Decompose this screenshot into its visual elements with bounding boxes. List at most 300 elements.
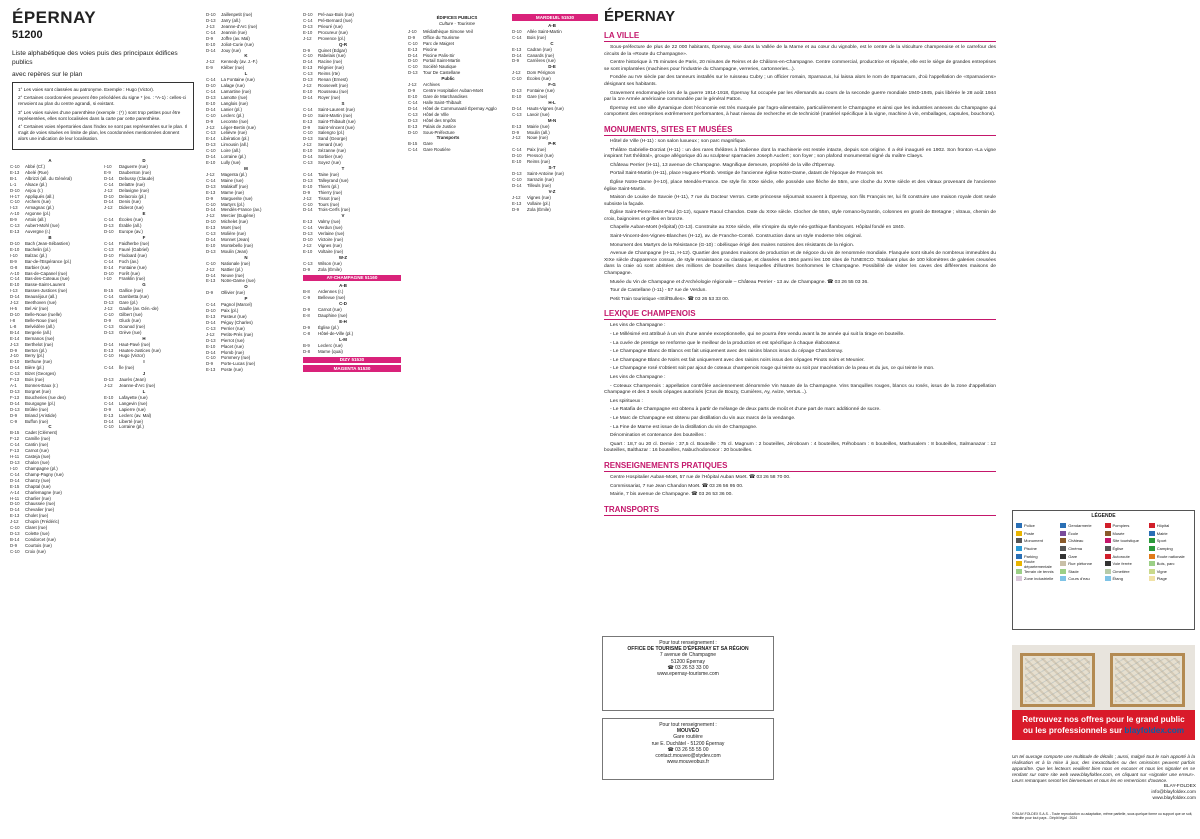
street-name: Bas-des-Coteaux (rue) (25, 276, 70, 282)
street-name: Denis (rue) (119, 199, 141, 205)
legend-item (1149, 537, 1191, 545)
note-1: 1° Les voies sont classées au patronyme. Exemple : Hugo (Victor). (18, 87, 155, 92)
article-paragraph: - Le Millésimé est attribué à un vin d'une année exceptionnelle, qui ne pourra être vendu avant la 3e année qui suit la tirage en bouteille. (610, 332, 905, 337)
street-name: Belle-Noue (ruelle) (25, 311, 62, 317)
street-name: Sézanne (rue) (318, 148, 346, 154)
street-name: Alsace (pl.) (25, 181, 47, 187)
article-paragraph: Centre Hospitalier Auban-Moët, 57 rue de l'Hôpital Auban Moët. ☎ 03 26 58 70 00. (610, 474, 791, 480)
street-name: Saint-Thibault (rue) (318, 118, 356, 124)
index-column-6-list (512, 23, 598, 213)
street-name: Pommery (rue) (221, 355, 251, 361)
grid-reference: D-10 (104, 252, 114, 258)
street-name: Noue (rue) (527, 135, 548, 141)
street-name: L (142, 388, 146, 394)
street-name: M-N (547, 117, 557, 123)
grid-reference: E-10 (512, 93, 522, 99)
legend-symbol-icon (1016, 546, 1022, 551)
grid-reference: D-9 (512, 58, 520, 64)
street-name: Tissot (rue) (318, 195, 341, 201)
grid-reference: I-10 (10, 252, 18, 258)
section-heading-lexique: LEXIQUE CHAMPENOIS (604, 309, 996, 320)
street-name: Verdun (rue) (318, 225, 343, 231)
street-name: Abbé (Cf.) (25, 163, 46, 169)
street-name: Bach (Jean-Sébastien) (25, 240, 70, 246)
legend-item (1060, 537, 1102, 545)
grid-reference: D-9 (303, 324, 311, 330)
grid-reference: E-10 (303, 88, 313, 94)
street-name: J (142, 371, 146, 377)
grid-reference: D-10 (303, 12, 313, 17)
grid-reference: G-8 (10, 264, 18, 270)
street-name: Gare (423, 141, 433, 147)
grid-reference: C-10 (10, 525, 20, 531)
street-name: T (341, 165, 345, 171)
street-name: Victoire (rue) (318, 237, 344, 243)
street-name: Joliot-Curie (rue) (221, 41, 254, 47)
legend-symbol-icon (1149, 538, 1155, 543)
grid-reference: C-14 (104, 400, 114, 406)
grid-reference: F-13 (10, 448, 20, 454)
grid-reference: D-13 (206, 142, 216, 148)
legend-item (1060, 522, 1102, 530)
promo-banner[interactable] (1012, 710, 1195, 740)
transport-line-3: rue E. Duchâtel - 51200 Épernay (651, 740, 725, 747)
street-name: Fauré (Gabriel) (119, 246, 149, 252)
article-paragraph: - Le Champagne rosé s'obtient soit par ajout de coteaux champenois rouge qui teinte ou soit par macération de la peau et du jus, ce qui teinte le mon. (610, 366, 935, 372)
street-name: H-L (548, 99, 556, 105)
legend-label: Cimetière (1112, 568, 1130, 574)
grid-reference: C-14 (104, 294, 114, 300)
disclaimer-text: Un tel ouvrage comporte une multitude de détails ; aussi, malgré tout le soin apporté à la réalisation et à la mise à jour, des inexactitudes ou des omissions peuvent parfois apparaître. Que les lecteurs veuillent bien nous en excuser et nous les signaler en se rendant sur notre site web www.blayfoldex.com, en cliquant sur «signaler une erreur». Leurs remarques seront les bienvenues et nous les en remercions d'avance. (1012, 754, 1195, 783)
street-name: Libération (pl.) (221, 136, 250, 142)
street-name: Gare (pl.) (119, 300, 138, 306)
article-title: ÉPERNAY (604, 8, 676, 25)
street-name: Condorcet (rue) (25, 537, 56, 542)
street-name: Bois (rue) (527, 34, 547, 40)
street-name: C-D (339, 301, 347, 307)
grid-reference: E-13 (408, 123, 418, 129)
grid-reference: C-10 (10, 199, 20, 205)
grid-reference: D-10 (10, 240, 20, 246)
grid-reference: C-10 (512, 176, 522, 182)
legend-symbol-icon (1149, 561, 1155, 566)
grid-reference: D-14 (10, 294, 20, 300)
grid-reference: J-12 (206, 59, 215, 65)
street-name: Cadet (Clément) (25, 430, 58, 436)
street-name: Jouy (rue) (221, 47, 241, 53)
street-name: P (244, 296, 248, 302)
street-name: Péguy (Charles) (221, 319, 253, 325)
section-band-dizy: DIZY 51530 (303, 357, 401, 364)
grid-reference: D-13 (303, 177, 313, 183)
grid-reference: D-10 (206, 219, 216, 225)
article-paragraph: Les vins de Champagne : (610, 323, 666, 329)
street-name: F (142, 234, 146, 240)
index-column-4b-list (303, 283, 401, 354)
street-name: Leclerc (rue) (318, 342, 343, 348)
grid-reference: C-14 (206, 177, 216, 183)
street-name: Poste (rue) (221, 367, 243, 373)
index-entry (10, 549, 102, 555)
grid-reference: C-8 (303, 330, 311, 336)
grid-reference: D-13 (206, 248, 216, 254)
street-name: Piscine (423, 46, 438, 52)
street-name: Gare Routière (423, 147, 451, 153)
legend-symbol-icon (1105, 576, 1111, 581)
street-name: Neuve (rue) (221, 272, 245, 278)
article-paragraph: Théâtre Gabrielle-Dorziat (H-11) : un des rares théâtres à l'italienne dont la machinerie est restée intacte, depuis son origine. Il a été inauguré en 1902. Son fronton «La vigne inspirant l'art théâtral», groupe allégorique dû au sculpteur sparnacien Joseph Auclert ; son foyer ; son plafond monumental signé du maître Claeys. (604, 147, 996, 160)
grid-reference: D-14 (10, 365, 20, 371)
street-name: I (143, 359, 145, 365)
legend-label: Étang (1112, 576, 1123, 582)
grid-reference: C-14 (10, 471, 20, 477)
article-paragraph: - Coteaux Champenois : appellation contrôlée anciennement dénommée Vin Nature de la Champagne. Vins tranquilles rouges, blancs ou rosés, issus de la zone d'appellation Champagne et des 3 seuls cépages autorisés (Crus de Bouzy, Cumières, Ay, Avize, Vertus...). (604, 383, 996, 396)
publisher-email-link[interactable]: info@blayfoldex.com (1151, 790, 1196, 795)
grid-reference: I-10 (104, 276, 112, 282)
article-paragraph: - Le Champagne Blanc de Blancs est fait uniquement avec des raisins blancs issus du cépage Chardonnay. (610, 349, 844, 355)
tourism-heading: Pour tout renseignement : (659, 640, 717, 646)
street-name: Forêt (rue) (119, 270, 140, 276)
street-name: Brûlée (rue) (25, 406, 49, 412)
street-name: Lamotte (rue) (221, 94, 248, 100)
promo-panel[interactable] (1012, 645, 1195, 740)
grid-reference: F-13 (10, 394, 20, 400)
street-name: Léger-Bertin (rue) (221, 124, 256, 130)
street-name: Boucheries (rue des) (25, 394, 66, 400)
grid-reference: E-13 (303, 219, 313, 225)
street-name: Bernanos (rue) (25, 335, 55, 341)
legend-label: Église (1112, 546, 1124, 552)
legend-symbol-icon (1060, 554, 1066, 559)
grid-reference: C-10 (206, 112, 216, 118)
grid-reference: A-10 (10, 211, 20, 217)
grid-reference: C-13 (104, 323, 114, 329)
grid-reference: E-13 (303, 65, 313, 71)
street-name: Montebello (rue) (221, 242, 253, 248)
framed-map-image (1020, 653, 1095, 707)
street-name: Beethoven (rue) (25, 300, 57, 306)
grid-reference: B-15 (408, 141, 418, 147)
legend-symbol-icon (1105, 538, 1111, 543)
street-name: Diderot (rue) (119, 205, 144, 211)
legend-symbol-icon (1060, 538, 1066, 543)
street-name: Piscine Palis-Sir (423, 52, 455, 58)
street-name: Berton (pl.) (25, 347, 47, 353)
grid-reference: C-14 (303, 225, 313, 231)
legend-symbol-icon (1016, 576, 1022, 581)
grid-reference: D-14 (303, 154, 313, 160)
transport-email-link[interactable]: contact.mouveo@stydev.com (655, 753, 721, 760)
grid-reference: C-14 (206, 29, 216, 35)
grid-reference: J-10 (408, 28, 417, 34)
street-name: Appliqués (all.) (25, 193, 55, 199)
note-3: 3° Les voies suivies d'une parenthèse (exemple : (*) ) sont trop petites pour être représentées, elles sont localisées dans la carte par cette parenthèse. (18, 109, 181, 121)
index-column-6 (512, 12, 598, 212)
legend-symbol-icon (1016, 531, 1022, 536)
street-name: Reims (rue) (527, 159, 550, 165)
street-name: Chopin (Frédéric) (25, 519, 60, 525)
legend-item (1149, 522, 1191, 530)
grid-reference: D-14 (303, 94, 313, 100)
legend-item (1016, 560, 1058, 568)
legend-item (1105, 545, 1147, 553)
grid-reference: C-10 (10, 163, 20, 169)
street-name: D (142, 158, 146, 163)
legend-symbol-icon (1105, 561, 1111, 566)
street-name: Paix (pl.) (221, 308, 239, 314)
street-name: Argonne (pl.) (25, 211, 51, 217)
grid-reference: A-14 (10, 489, 20, 495)
legend-label: Route nationale (1156, 553, 1185, 559)
grid-reference: E-13 (206, 314, 216, 320)
article-paragraph: Hôtel de Ville (H-11) : son salon luxueux ; son parc magnifique. (610, 138, 747, 144)
street-name: Vollaire (pl.) (527, 200, 551, 206)
street-name: D-E (548, 64, 556, 70)
street-name: Hugo (Victor) (119, 353, 145, 359)
legend-item (1060, 545, 1102, 553)
edifices-title: ÉDIFICES PUBLICS (436, 15, 478, 20)
street-name: Debussy (Claude) (119, 175, 155, 181)
grid-reference: E-13 (512, 123, 522, 129)
street-name: Chaptal (rue) (25, 483, 51, 489)
grid-reference: C-13 (303, 160, 313, 166)
street-name: Chalon (rue) (25, 460, 50, 466)
grid-reference: A-10 (10, 270, 20, 276)
street-name: Senard (rue) (318, 142, 343, 148)
grid-reference: J-12 (206, 213, 215, 219)
article-paragraph: Château Perrier (H-11), 13 avenue de Champagne. Magnifique demeure, propriété de la ville d'Épernay. (610, 162, 836, 168)
street-name: Gilbert (rue) (119, 311, 143, 317)
legend-label: Police (1024, 523, 1035, 529)
legend-symbol-icon (1060, 523, 1066, 528)
street-name: L-M (339, 336, 347, 342)
grid-reference: C-14 (408, 147, 418, 153)
street-name: Bourgogne (pl.) (25, 400, 56, 406)
section-band-ay: AY-CHAMPAGNE 51160 (303, 275, 401, 282)
street-name: Saint-Antoine (rue) (527, 170, 564, 176)
street-name: Roosevelt (rue) (318, 83, 349, 89)
legend-item (1105, 552, 1147, 560)
street-name: Marne (quai) (318, 348, 343, 354)
legend-item (1016, 545, 1058, 553)
legend-label: Château (1068, 538, 1084, 544)
grid-reference: D-10 (10, 311, 20, 317)
grid-reference: E-10 (206, 343, 216, 349)
map-legend (1012, 510, 1195, 630)
legend-item (1060, 560, 1102, 568)
grid-reference: D-14 (206, 106, 216, 112)
renseignements-body (604, 475, 996, 499)
grid-reference: C-10 (303, 53, 313, 59)
legend-symbol-icon (1016, 561, 1022, 566)
article-paragraph: Église Saint-Pierre-Saint-Paul (G-12), square Raoul Chandon. Date du XIXe siècle. Clocher de 55m, style romano-byzantin, colonnes en granit de Bretagne ; vitraux, chemin de croix, baignoires et grilles en bronze. (604, 210, 996, 222)
grid-reference: D-9 (10, 542, 18, 548)
street-name: Bethune (rue) (25, 359, 52, 365)
street-name: Cadran (rue) (527, 46, 552, 52)
grid-reference: D-13 (206, 94, 216, 100)
grid-reference: E-15 (10, 483, 20, 489)
street-name: Paix (rue) (527, 147, 547, 153)
legend-grid (1013, 522, 1194, 583)
grid-reference: D-14 (104, 175, 114, 181)
grid-reference: J-10 (10, 353, 19, 359)
street-name: Basses-Justices (rue) (25, 288, 68, 294)
section-heading-transports: TRANSPORTS (604, 505, 996, 516)
grid-reference: D-10 (512, 153, 522, 159)
grid-reference: D-14 (303, 59, 313, 65)
street-name: Dom Pérignon (527, 70, 556, 76)
grid-reference: C-13 (10, 223, 20, 229)
street-name: Leclerc (pl.) (221, 112, 244, 118)
legend-item (1016, 530, 1058, 538)
grid-reference: C-10 (512, 76, 522, 82)
street-name: Charlemagne (rue) (25, 489, 62, 495)
grid-reference: L-8 (10, 323, 17, 329)
grid-reference: D-10 (408, 58, 418, 64)
street-name: Delacroix (pl.) (119, 193, 147, 199)
street-name: O (244, 284, 248, 290)
index-entry (303, 331, 401, 337)
street-name: Nationale (rue) (221, 260, 251, 266)
grid-reference: D-13 (10, 531, 20, 537)
grid-reference: E-13 (10, 229, 20, 235)
grid-reference: H-11 (10, 454, 20, 460)
article-paragraph: - La Fine de Marne est issue de la distillation du vin de Champagne. (610, 424, 758, 430)
street-name: Verlaine (rue) (318, 231, 345, 237)
legend-item (1060, 568, 1102, 576)
grid-reference: D-9 (206, 35, 214, 41)
street-name: Gare de Marchandises (423, 93, 468, 99)
street-name: Lavoir (rue) (527, 111, 550, 117)
street-name: L (244, 71, 248, 77)
grid-reference: D-14 (104, 418, 114, 424)
grid-reference: E-14 (104, 264, 114, 270)
legend-label: Route départementale (1024, 558, 1052, 569)
street-name: Colette (rue) (25, 531, 50, 537)
street-name: Gaulle (av. Gén.-de) (119, 306, 159, 312)
street-name: Bas-de-Capanel (rue) (25, 270, 68, 276)
index-entry (206, 367, 298, 373)
grid-reference: D-13 (303, 231, 313, 237)
street-name: Saint-Laurent (rue) (318, 106, 355, 112)
street-name: Lafayette (rue) (119, 394, 148, 400)
street-name: Porte-Lucas (rue) (221, 361, 256, 367)
grid-reference: C-10 (206, 260, 216, 266)
street-name: Pasteur (rue) (221, 314, 247, 320)
grid-reference: D-13 (408, 117, 418, 123)
note-4: 4° Certaines voies répertoriées dans l'index ne sont pas représentées sur le plan. Il s'agit de voies situées en limite de plan, les coordonnées mentionnées donnent alors une indication de leur localisation. (18, 124, 187, 142)
street-name: Perrier (rue) (221, 325, 245, 331)
legend-item (1149, 530, 1191, 538)
legend-item (1149, 545, 1191, 553)
section-band-magenta: MAGENTA 51530 (303, 365, 401, 372)
legend-item (1016, 522, 1058, 530)
tourism-website-link[interactable]: www.epernay-tourisme.com (657, 671, 719, 678)
grid-reference: D-13 (10, 388, 20, 394)
street-name: Saint-Martin (rue) (318, 112, 353, 118)
grid-reference: C-10 (408, 40, 418, 46)
street-name: Valmy (rue) (318, 219, 341, 225)
grid-reference: C-10 (206, 355, 216, 361)
grid-reference: B-1 (10, 175, 17, 181)
legend-label: Cours d'eau (1068, 576, 1090, 582)
street-name: Loire (all.) (221, 148, 241, 154)
street-name: Zola (Émile) (318, 266, 342, 272)
copyright-fineprint: © BLAY-FOLDEX S.A.S. - Toute reproduction ou adaptation, même partielle, sous quelque forme ou support que ce soit, interdite pour tout pays - Dépôt légal : 2024 (1012, 812, 1193, 821)
grid-reference: E-13 (408, 46, 418, 52)
street-name: Aubert-Mohl (rue) (25, 223, 60, 229)
street-name: P-R (548, 141, 556, 147)
section-heading-monuments: MONUMENTS, SITES ET MUSÉES (604, 125, 996, 136)
street-name: Lalage (rue) (221, 83, 245, 89)
transport-website-link[interactable]: www.mouveobus.fr (666, 759, 710, 766)
grid-reference: D-14 (10, 400, 20, 406)
street-name: Pressoir (rue) (527, 153, 554, 159)
transport-line-2: Gare routière (673, 734, 703, 741)
street-name: Thierry (rue) (318, 189, 343, 195)
street-name: Bellevue (rue) (318, 295, 346, 301)
grid-reference: J-12 (303, 242, 312, 248)
grid-reference: D-9 (303, 266, 311, 272)
grid-reference: D-9 (206, 361, 214, 367)
publisher-website-link[interactable]: www.blayfoldex.com (1152, 796, 1196, 801)
grid-reference: D-14 (206, 154, 216, 160)
street-name: Bière (pl.) (25, 365, 45, 371)
grid-reference: C-10 (408, 64, 418, 70)
publisher-name: BLAY-FOLDEX (1163, 784, 1196, 789)
street-name: Flodoard (rue) (119, 252, 147, 258)
grid-reference: E-13 (206, 367, 216, 373)
legend-label: Plage (1156, 576, 1167, 582)
legend-item (1060, 575, 1102, 583)
legend-item (1149, 552, 1191, 560)
grid-reference: J-12 (303, 195, 312, 201)
street-name: Dauphine (rue) (318, 313, 348, 319)
article-paragraph: - La cuvée de prestige se renforme que le meilleur de la production et est spécifique à chaque élaborateur. (610, 340, 841, 346)
street-name: Marguerite (rue) (221, 195, 253, 201)
street-name: Moulin (Jean) (221, 248, 248, 254)
street-name: Mairie (rue) (527, 123, 550, 129)
street-name: Foch (av.) (119, 258, 139, 264)
street-name: Pré-Bernard (rue) (318, 17, 353, 23)
street-name: Barbier (rue) (25, 264, 50, 270)
street-name: Palais de Justice (423, 123, 456, 129)
grid-reference: D-14 (408, 52, 418, 58)
grid-reference: D-13 (10, 460, 20, 466)
street-name: F-G (548, 82, 556, 88)
street-name: A-B (339, 283, 347, 289)
street-name: Hôtel de Ville (423, 111, 449, 117)
grid-reference: D-13 (512, 88, 522, 94)
grid-reference: C-14 (104, 258, 114, 264)
grid-reference: J-12 (104, 306, 113, 312)
index-entry (408, 70, 506, 76)
grid-reference: E-10 (303, 148, 313, 154)
grid-reference: D-9 (206, 118, 214, 124)
street-name: Wilson (rue) (318, 260, 342, 266)
grid-reference: J-12 (512, 70, 521, 76)
grid-reference: D-10 (303, 237, 313, 243)
street-name: Leclerc (av. Mal) (119, 412, 152, 418)
index-column-5-list (408, 29, 506, 153)
street-name: Jaurès (Jean) (119, 377, 146, 383)
street-name: Gounod (rue) (119, 323, 146, 329)
street-name: Carnot (rue) (25, 448, 49, 454)
street-name: Racine (rue) (318, 59, 343, 65)
grid-reference: B-14 (10, 537, 20, 542)
promo-website-link[interactable]: blayfoldex.com (1124, 726, 1185, 735)
street-name: Jeannin (rue) (221, 29, 247, 35)
